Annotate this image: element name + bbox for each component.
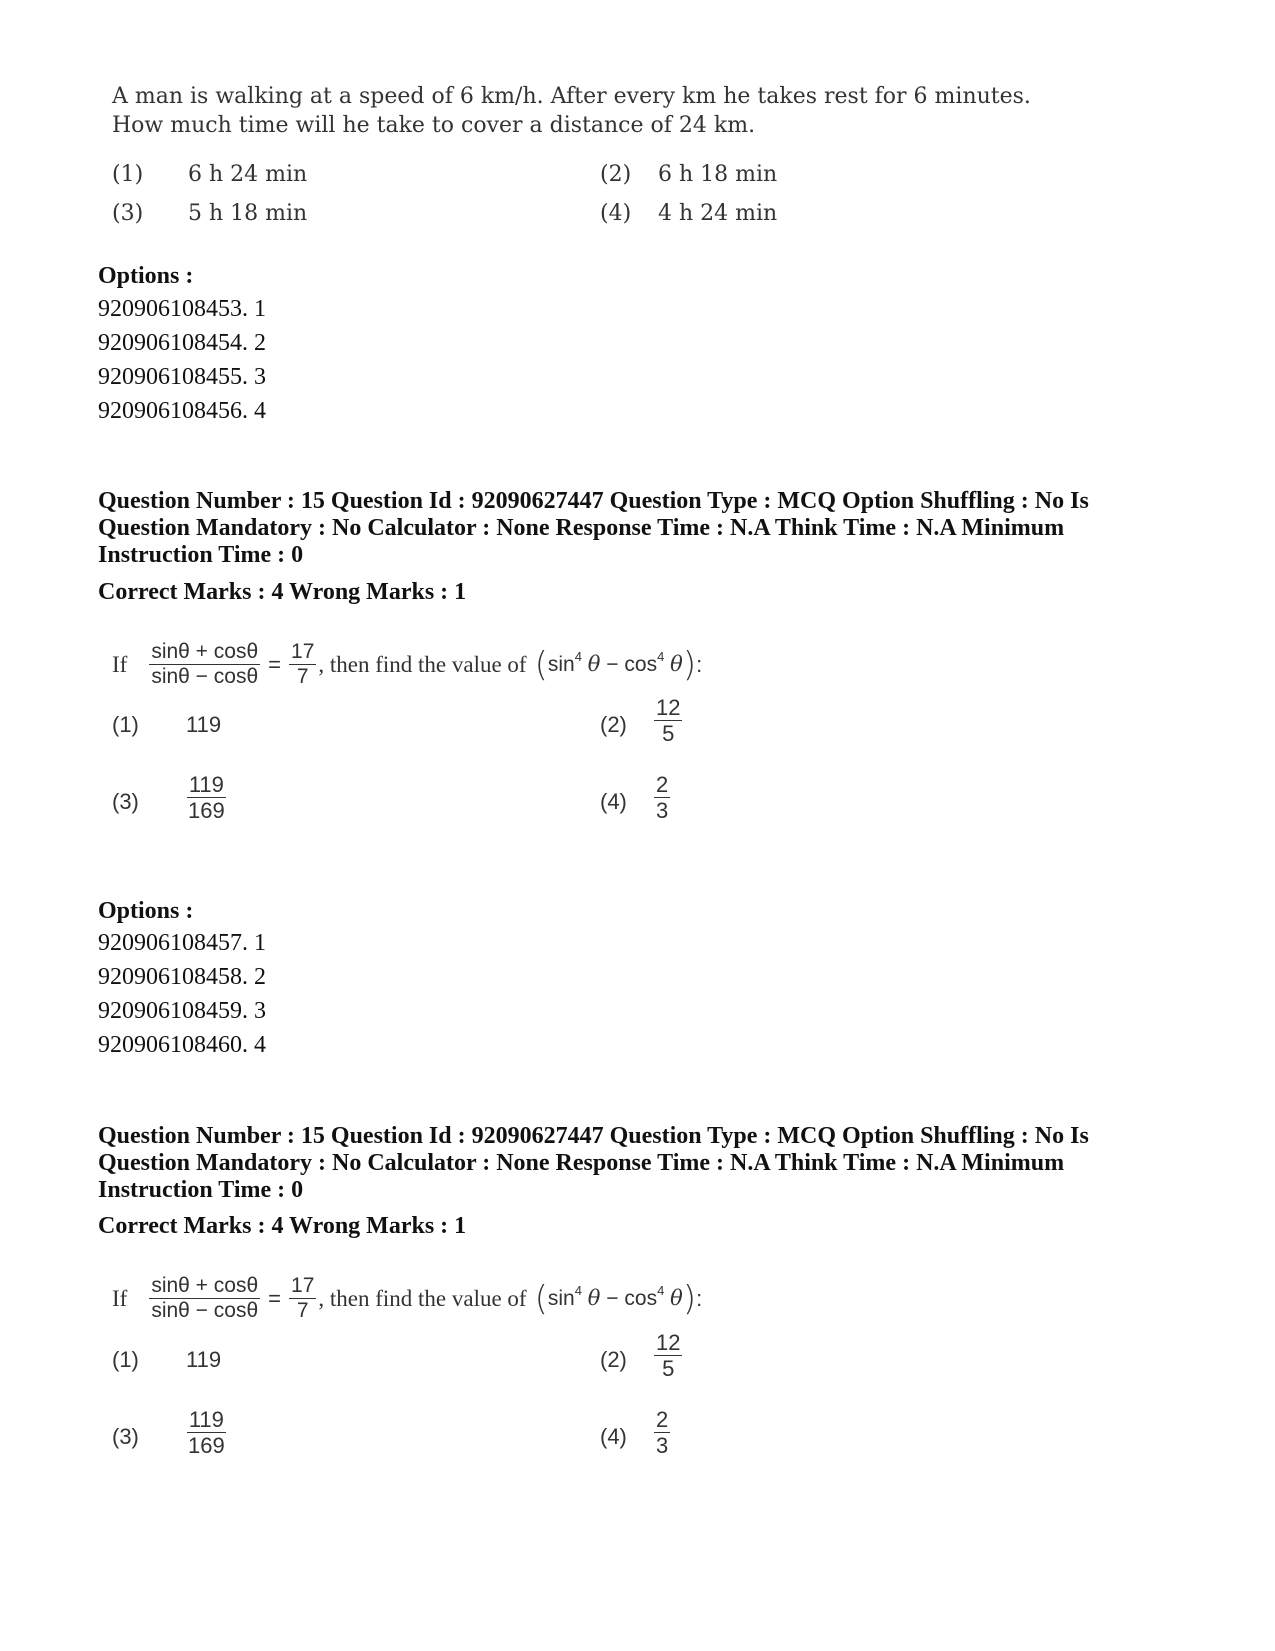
minus-cos: − cos — [600, 653, 658, 677]
rhs-fraction — [289, 1274, 316, 1323]
theta: θ — [587, 652, 601, 677]
fraction-numerator: 2 — [656, 772, 669, 797]
marks-line: Correct Marks : 4 Wrong Marks : 1 — [98, 1213, 467, 1239]
fraction-denominator: 169 — [188, 1433, 225, 1459]
choice-number: (1) — [112, 162, 144, 187]
options-list — [98, 926, 266, 1062]
colon: : — [696, 1285, 703, 1311]
fraction-denominator: 7 — [296, 665, 309, 689]
choice-value: 4 h 24 min — [658, 201, 778, 226]
equals-sign: = — [268, 1285, 282, 1311]
choice-value: 5 h 18 min — [188, 201, 308, 226]
choice-number: (4) — [600, 201, 632, 226]
minus-cos: − cos — [600, 1287, 658, 1311]
choice-number: (2) — [600, 712, 627, 737]
if-word: If — [112, 651, 128, 677]
choice-fraction — [186, 772, 227, 824]
theta: θ — [670, 652, 683, 677]
power: 4 — [657, 1283, 665, 1299]
choice-value: 6 h 24 min — [188, 162, 308, 187]
question-text: , then find the value of — [318, 651, 527, 677]
fraction-numerator: 2 — [656, 1407, 669, 1432]
choice-fraction — [654, 1407, 670, 1459]
fraction-numerator: sinθ + cosθ — [149, 1274, 260, 1299]
option-id: 920906108455. 3 — [98, 364, 266, 390]
fraction-numerator: sinθ + cosθ — [149, 640, 260, 665]
if-word: If — [112, 1285, 128, 1311]
question-meta-line-1: Question Number : 15 Question Id : 92090627447 Question Type : MCQ Option Shuffling : No Is — [98, 1123, 1089, 1149]
question-meta-line-1: Question Number : 15 Question Id : 92090627447 Question Type : MCQ Option Shuffling : No Is — [98, 488, 1089, 514]
choice-fraction — [654, 695, 682, 747]
choice-fraction — [654, 772, 670, 824]
question-meta-line-3: Instruction Time : 0 — [98, 542, 304, 568]
question-text-line-2: How much time will he take to cover a distance of 24 km. — [112, 113, 756, 138]
theta: θ — [587, 1286, 601, 1311]
choice-number: (3) — [112, 1424, 139, 1449]
fraction-denominator: 5 — [662, 721, 675, 747]
power: 4 — [574, 1283, 582, 1299]
choice-number: (2) — [600, 162, 632, 187]
fraction-denominator: 3 — [656, 798, 669, 824]
question-meta — [98, 1123, 1198, 1204]
choice-number: (4) — [600, 1424, 627, 1449]
rhs-fraction — [289, 640, 316, 689]
expression — [547, 649, 683, 677]
question-text: , then find the value of — [318, 1285, 527, 1311]
option-id: 920906108459. 3 — [98, 998, 266, 1024]
choice-number: (3) — [112, 789, 139, 814]
choice-value: 6 h 18 min — [658, 162, 778, 187]
question-text-line-1: A man is walking at a speed of 6 km/h. After every km he takes rest for 6 minutes. — [112, 84, 1031, 109]
choice-value: 119 — [186, 1347, 222, 1372]
open-paren: ( — [534, 1278, 548, 1319]
options-label: Options : — [98, 898, 194, 924]
choice-number: (2) — [600, 1347, 627, 1372]
choice-number: (4) — [600, 789, 627, 814]
fraction-denominator: sinθ − cosθ — [151, 1299, 259, 1323]
power: 4 — [657, 649, 665, 665]
sin-text: sin — [547, 653, 575, 677]
fraction-numerator: 17 — [289, 1274, 316, 1299]
option-id: 920906108453. 1 — [98, 296, 266, 322]
choice-value: 119 — [186, 712, 222, 737]
close-paren: ) — [682, 1278, 697, 1319]
question-equation — [112, 1274, 702, 1323]
option-id: 920906108456. 4 — [98, 398, 266, 424]
choice-fraction — [654, 1330, 682, 1382]
option-id: 920906108458. 2 — [98, 964, 266, 990]
open-paren: ( — [534, 644, 548, 685]
sin-text: sin — [547, 1287, 575, 1311]
fraction-numerator: 119 — [188, 1407, 224, 1432]
option-id: 920906108460. 4 — [98, 1032, 266, 1058]
fraction-numerator: 17 — [289, 640, 316, 665]
question-meta — [98, 488, 1198, 569]
question-meta-line-2: Question Mandatory : No Calculator : None Response Time : N.A Think Time : N.A Minimum — [98, 1150, 1065, 1176]
trig-fraction — [149, 1274, 260, 1323]
option-id: 920906108454. 2 — [98, 330, 266, 356]
fraction-denominator: 5 — [662, 1356, 675, 1382]
question-meta-line-3: Instruction Time : 0 — [98, 1177, 304, 1203]
equals-sign: = — [268, 651, 282, 677]
choice-number: (1) — [112, 712, 139, 737]
expression — [547, 1283, 683, 1311]
fraction-denominator: 7 — [296, 1299, 309, 1323]
choice-fraction — [186, 1407, 227, 1459]
options-label: Options : — [98, 263, 194, 289]
option-id: 920906108457. 1 — [98, 930, 266, 956]
fraction-denominator: sinθ − cosθ — [151, 665, 259, 689]
fraction-denominator: 169 — [188, 798, 225, 824]
choice-number: (1) — [112, 1347, 139, 1372]
fraction-numerator: 119 — [188, 772, 224, 797]
question-meta-line-2: Question Mandatory : No Calculator : None Response Time : N.A Think Time : N.A Minimum — [98, 515, 1065, 541]
fraction-denominator: 3 — [656, 1433, 669, 1459]
power: 4 — [574, 649, 582, 665]
marks-line: Correct Marks : 4 Wrong Marks : 1 — [98, 579, 467, 605]
choice-number: (3) — [112, 201, 144, 226]
theta: θ — [670, 1286, 683, 1311]
fraction-numerator: 12 — [656, 1330, 681, 1355]
fraction-numerator: 12 — [656, 695, 681, 720]
question-equation — [112, 640, 702, 689]
trig-fraction — [149, 640, 260, 689]
colon: : — [696, 651, 703, 677]
options-list — [98, 292, 266, 428]
close-paren: ) — [682, 644, 697, 685]
